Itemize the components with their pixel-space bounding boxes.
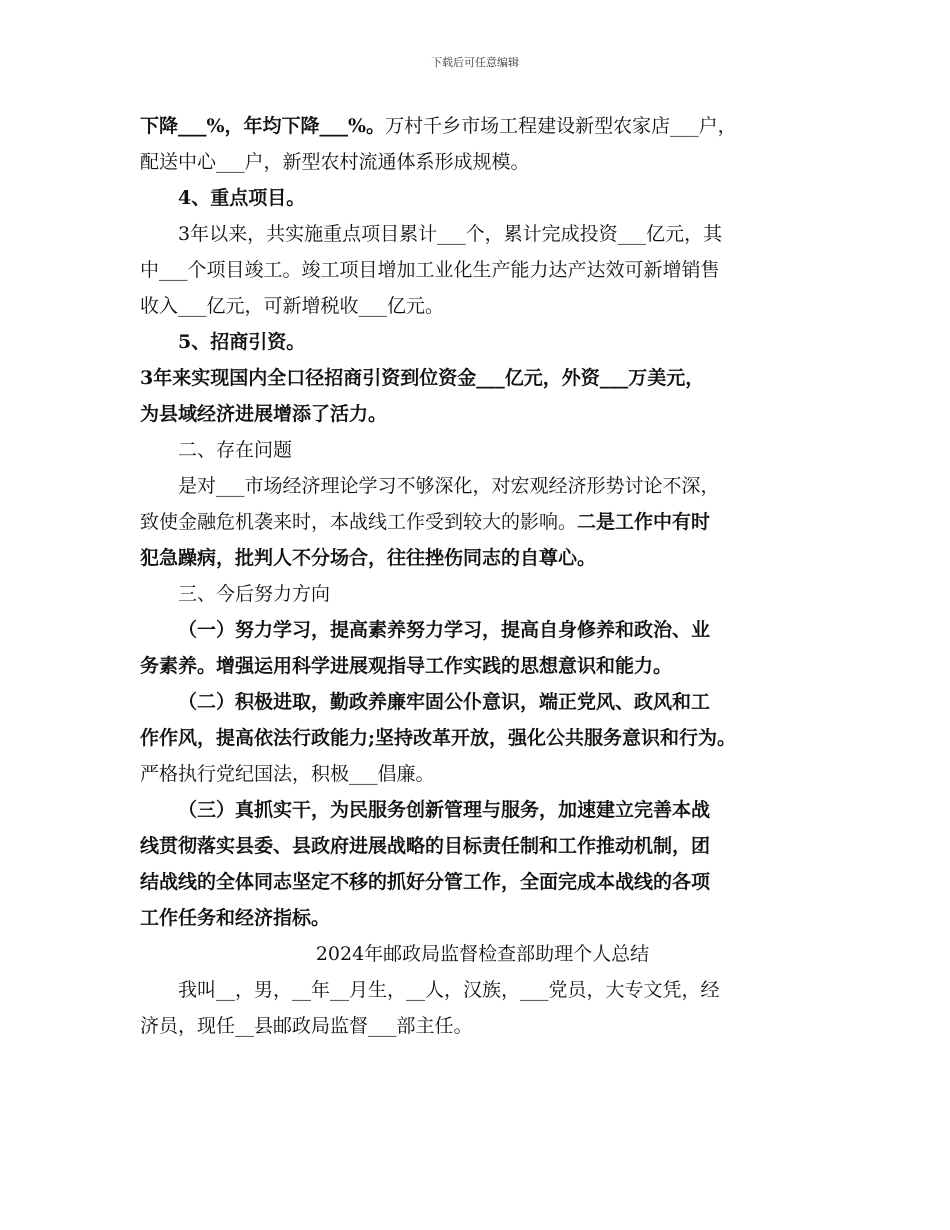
- text-line: （一）努力学习，提高素养努力学习，提高自身修养和政治、业: [178, 619, 711, 641]
- text-line: 3年来实现国内全口径招商引资到位资金___亿元，外资___万美元，: [140, 367, 705, 389]
- text-line: 犯急躁病，批判人不分场合，往往挫伤同志的自尊心。: [140, 547, 597, 569]
- section-heading: 三、今后努力方向: [178, 583, 331, 605]
- section-heading: 5、招商引资。: [178, 331, 306, 353]
- text-span: 万村千乡市场工程建设新型农家店___户，: [385, 115, 737, 137]
- text-line: 严格执行党纪国法，积极___倡廉。: [140, 763, 435, 785]
- text-line: 是对___市场经济理论学习不够深化，对宏观经济形势讨论不深，: [178, 475, 720, 497]
- text-line: 3年以来，共实施重点项目累计___个，累计完成投资___亿元，其: [178, 223, 723, 245]
- text-span: 致使金融危机袭来时，本战线工作受到较大的影响。: [140, 511, 578, 533]
- text-line: 作作风，提高依法行政能力;坚持改革开放，强化公共服务意识和行为。: [140, 727, 737, 749]
- text-line: 配送中心___户，新型农村流通体系形成规模。: [140, 151, 530, 173]
- text-line: [140, 108, 825, 144]
- document-title: 2024年邮政局监督检查部助理个人总结: [315, 943, 650, 965]
- section-heading: 二、存在问题: [178, 439, 293, 461]
- text-line: [140, 504, 825, 540]
- text-line: 工作任务和经济指标。: [140, 907, 331, 929]
- page-header-note: 下载后可任意编辑: [431, 56, 519, 69]
- section-heading: 4、重点项目。: [178, 187, 306, 209]
- text-line: 线贯彻落实县委、县政府进展战略的目标责任制和工作推动机制，团: [140, 835, 711, 857]
- text-line: （二）积极进取，勤政养廉牢固公仆意识，端正党风、政风和工: [178, 691, 711, 713]
- text-line: 我叫__，男，__年__月生，__人，汉族，___党员，大专文凭，经: [178, 979, 720, 1001]
- text-line: 中___个项目竣工。竣工项目增加工业化生产能力达产达效可新增销售: [140, 259, 720, 281]
- text-line: （三）真抓实干，为民服务创新管理与服务，加速建立完善本战: [178, 799, 711, 821]
- text-line: 结战线的全体同志坚定不移的抓好分管工作，全面完成本战线的各项: [140, 871, 711, 893]
- text-line: 为县域经济进展增添了活力。: [140, 403, 388, 425]
- document-body: [140, 108, 825, 1044]
- text-line: 务素养。增强运用科学进展观指导工作实践的思想意识和能力。: [140, 655, 673, 677]
- text-line: 收入___亿元，可新增税收___亿元。: [140, 295, 445, 317]
- bold-span: 二是工作中有时: [577, 511, 711, 533]
- text-line: 济员，现任__县邮政局监督___部主任。: [140, 1015, 473, 1037]
- bold-span: 下降___%，年均下降___%。: [140, 115, 386, 137]
